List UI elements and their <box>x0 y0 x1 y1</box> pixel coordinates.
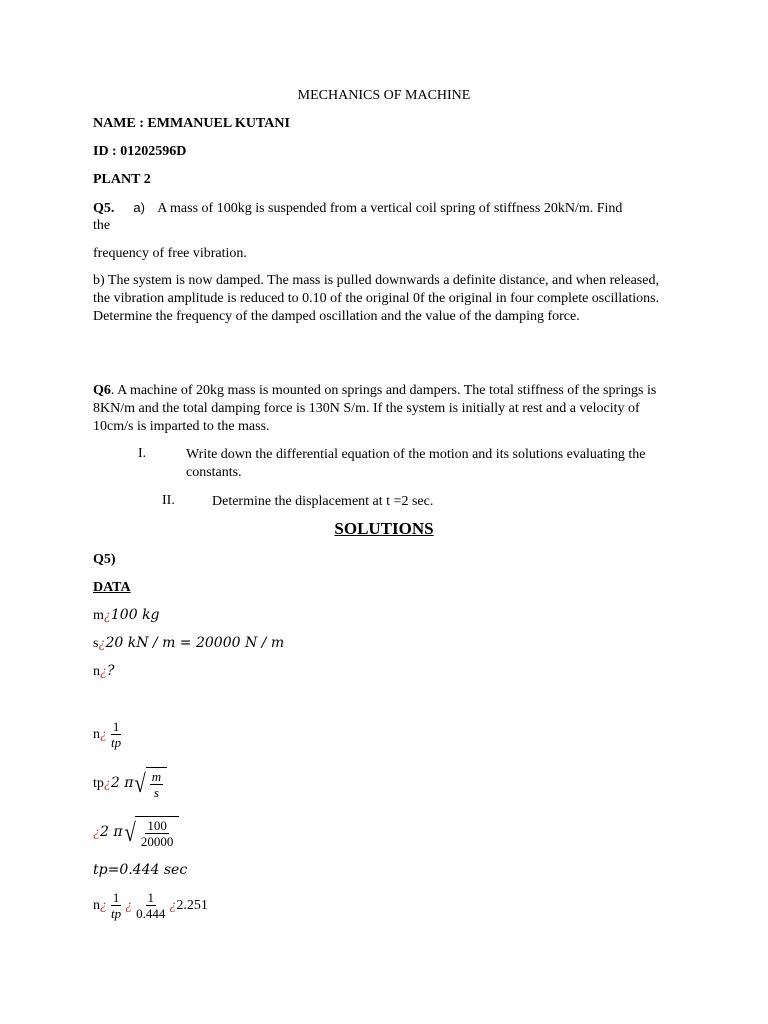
q6-item2-number: II. <box>162 493 175 508</box>
student-name: NAME : EMMANUEL KUTANI <box>93 116 290 131</box>
q5-part-a-text: A mass of 100kg is suspended from a vertical coil spring of stiffness 20kN/m. Find <box>157 201 623 216</box>
equation-period <box>93 764 167 803</box>
data-mass <box>93 606 160 625</box>
placeholder-glyph: ¿ <box>125 898 133 913</box>
document-title: MECHANICS OF MACHINE <box>297 88 471 103</box>
q5-part-b: b) The system is now damped. The mass is pulled downwards a definite distance, and when released, the vibration amplitude is reduced to 0.10 of the original 0f the original in four complete oscillations. Determine the frequency of the damped oscillation and the value of the damping force. <box>93 273 660 324</box>
fraction <box>134 890 167 921</box>
denominator: tp <box>111 735 122 751</box>
numerator: 1 <box>147 890 154 906</box>
placeholder-glyph: ¿ <box>93 825 100 840</box>
equation-period-result: tp=0.444 sec <box>93 862 188 878</box>
denominator: s <box>153 785 159 801</box>
placeholder-glyph: ¿ <box>103 608 111 623</box>
eq5-result: 2.251 <box>176 898 208 913</box>
denominator: 20000 <box>140 834 174 850</box>
q6-label: Q6 <box>93 383 111 398</box>
numerator: m <box>151 769 162 785</box>
plant-label: PLANT 2 <box>93 172 151 187</box>
solutions-heading: SOLUTIONS <box>334 519 434 538</box>
numerator: 100 <box>147 818 167 834</box>
q6-text: . A machine of 20kg mass is mounted on springs and dampers. The total stiffness of the springs is 8KN/m and the total damping force is 130N S/m. If the system is initially at rest and a velocity of 10cm/s is imparted to the mass. <box>93 383 657 434</box>
frequency-variable: n <box>93 664 100 679</box>
stiffness-variable: s <box>93 636 99 651</box>
student-id: ID : 01202596D <box>93 144 187 159</box>
placeholder-glyph: ¿ <box>100 898 107 913</box>
fraction <box>139 818 176 849</box>
q5-line1 <box>93 199 622 218</box>
denominator: tp <box>111 906 122 922</box>
fraction <box>109 719 123 750</box>
q6-item1-number: I. <box>138 446 147 461</box>
data-stiffness <box>93 634 284 653</box>
placeholder-glyph: ¿ <box>100 727 107 742</box>
stiffness-value: 20 kN / m = 20000 N / m <box>105 635 285 651</box>
data-label: DATA <box>93 580 131 595</box>
fraction <box>109 890 123 921</box>
radical-sign: √ <box>123 817 136 847</box>
eq5-lhs: n <box>93 898 100 913</box>
frequency-unknown: ? <box>107 663 115 679</box>
numerator: 1 <box>112 890 120 906</box>
equation-frequency <box>93 718 125 752</box>
placeholder-glyph: ¿ <box>98 636 106 651</box>
square-root <box>133 767 167 800</box>
q5-label: Q5. <box>93 201 115 216</box>
numerator: 1 <box>112 719 120 735</box>
eq3-coefficient: 2 π <box>100 824 123 840</box>
mass-value: 100 kg <box>110 607 160 623</box>
q5-part-a-continuation: the <box>93 218 111 233</box>
eq1-lhs: n <box>93 727 100 742</box>
solutions-q5-label: Q5) <box>93 552 116 567</box>
equation-frequency-result <box>93 888 208 924</box>
q6-question <box>93 382 678 436</box>
equation-period-substituted <box>93 812 179 853</box>
data-frequency <box>93 662 115 681</box>
q5-part-a-line3: frequency of free vibration. <box>93 246 247 261</box>
eq2-lhs: tp <box>93 776 104 791</box>
placeholder-glyph: ¿ <box>103 776 111 791</box>
q6-item1-text: Write down the differential equation of the motion and its solutions evaluating the constants. <box>186 447 646 480</box>
placeholder-glyph: ¿ <box>100 664 107 679</box>
radical-sign: √ <box>134 768 147 798</box>
fraction <box>150 769 163 800</box>
denominator: 0.444 <box>136 906 166 922</box>
eq2-coefficient: 2 π <box>110 775 134 791</box>
q5-part-a-prefix: a) <box>133 200 145 215</box>
q6-item2-text: Determine the displacement at t =2 sec. <box>212 494 434 509</box>
placeholder-glyph: ¿ <box>169 898 177 913</box>
mass-variable: m <box>93 608 104 623</box>
square-root <box>123 816 180 849</box>
